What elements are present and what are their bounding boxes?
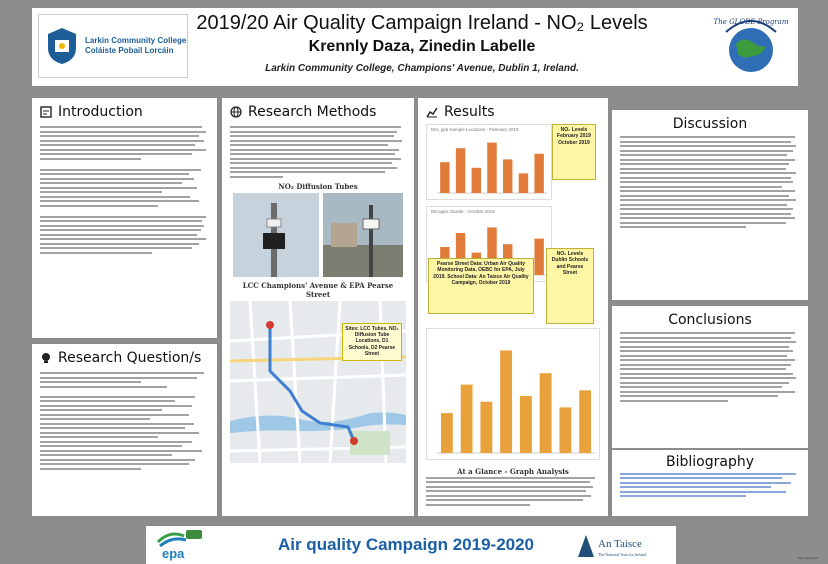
chart-bar [487,143,496,193]
research-methods-heading: Research Methods [230,104,406,120]
an-taisce-logo [574,529,670,561]
research-question-body [40,372,209,470]
conclusions-body [620,332,800,402]
bibliography-body [620,473,800,498]
note-dates: NO₂ Levels February 2019 October 2019 [552,124,596,180]
glance-heading: At a Glance - Graph Analysis [457,467,569,476]
chart-bar [579,390,591,453]
discussion-heading: Discussion [672,116,748,132]
chart-bar [503,159,512,193]
chart-bar [534,239,543,275]
introduction-body [40,126,209,254]
creative-commons-badge [186,530,202,539]
map-heading: LCC Champions' Avenue & EPA Pearse Street [242,280,394,299]
chart-february-title: NO₂ ppb Sample Locations - February 2019 [431,127,519,132]
globe-logo-text: The GLOBE Program [714,18,788,26]
results-heading: Results [426,104,600,120]
chart-bar [500,350,512,453]
chart-bar [441,413,453,453]
footer-title: Air quality Campaign 2019-2020 [277,535,535,554]
poster-title: 2019/20 Air Quality Campaign Ireland - NO₂ Levels [196,12,648,34]
chart-icon [426,106,438,118]
note-schools: NO₂ Levels Dublin Schools and Pearse Street [546,248,594,324]
research-methods-panel [222,98,414,516]
school-name: Larkin Community College [85,36,187,45]
map-legend-label: Sites: LCC Tubes, NO₂ Diffusion Tube Locations, D1 Schools, D2 Pearse Street [342,323,402,361]
chart-bar [440,162,449,193]
chart-bar [472,168,481,193]
chart-bar [534,154,543,193]
conclusions-heading: Conclusions [668,312,752,328]
research-methods-body [230,126,406,178]
chart-october-title: Nitrogen dioxide - October 2019 [431,209,495,214]
lightbulb-icon [40,352,52,364]
diffusion-tubes-heading: NO₂ Diffusion Tubes [278,181,358,191]
results-chart-february [426,124,552,200]
school-name-irish: Coláiste Pobail Lorcáin [85,46,174,55]
poster-authors: Krennly Daza, Zinedin Labelle [308,38,536,55]
epa-logo-text: epa [162,546,185,561]
globe-program-logo [714,10,788,84]
note-source: Pearse Street Data: Urban Air Quality Monitoring Data, OEBC for EPA, July 2019. School Data: An Taisce Air Quality Campaign, October 2019 [428,258,534,314]
bibliography-heading: Bibliography [666,454,754,470]
footer [146,526,676,564]
research-question-panel [32,344,217,516]
chart-bar [461,385,473,453]
chart-bar [520,396,532,453]
research-question-heading: Research Question/s [40,350,209,366]
chart-bar [540,373,552,453]
discussion-body [620,136,800,228]
document-icon [40,106,52,118]
chart-bar [480,402,492,453]
school-crest-icon [45,26,79,66]
poster-address: Larkin Community College, Champions' Avenue, Dublin 1, Ireland. [265,63,579,74]
results-panel [418,98,608,516]
chart-bar [559,407,571,453]
glance-body [426,474,600,508]
conclusions-panel [612,306,808,448]
location-map [230,301,406,463]
chart-bar [519,173,528,193]
header [32,8,798,86]
diffusion-tube-photo-2 [323,193,403,277]
an-taisce-text: An Taisce [598,538,642,550]
bibliography-panel [612,450,808,516]
discussion-panel [612,110,808,300]
diffusion-tube-photo-1 [233,193,319,277]
results-chart-schools [426,328,600,460]
introduction-heading: Introduction [40,104,209,120]
corner-note: www.globe.gov [797,556,818,560]
globe-icon [230,106,242,118]
introduction-panel [32,98,217,338]
chart-bar [456,148,465,193]
school-logo [38,14,188,78]
an-taisce-tagline: The National Trust for Ireland [598,552,647,557]
